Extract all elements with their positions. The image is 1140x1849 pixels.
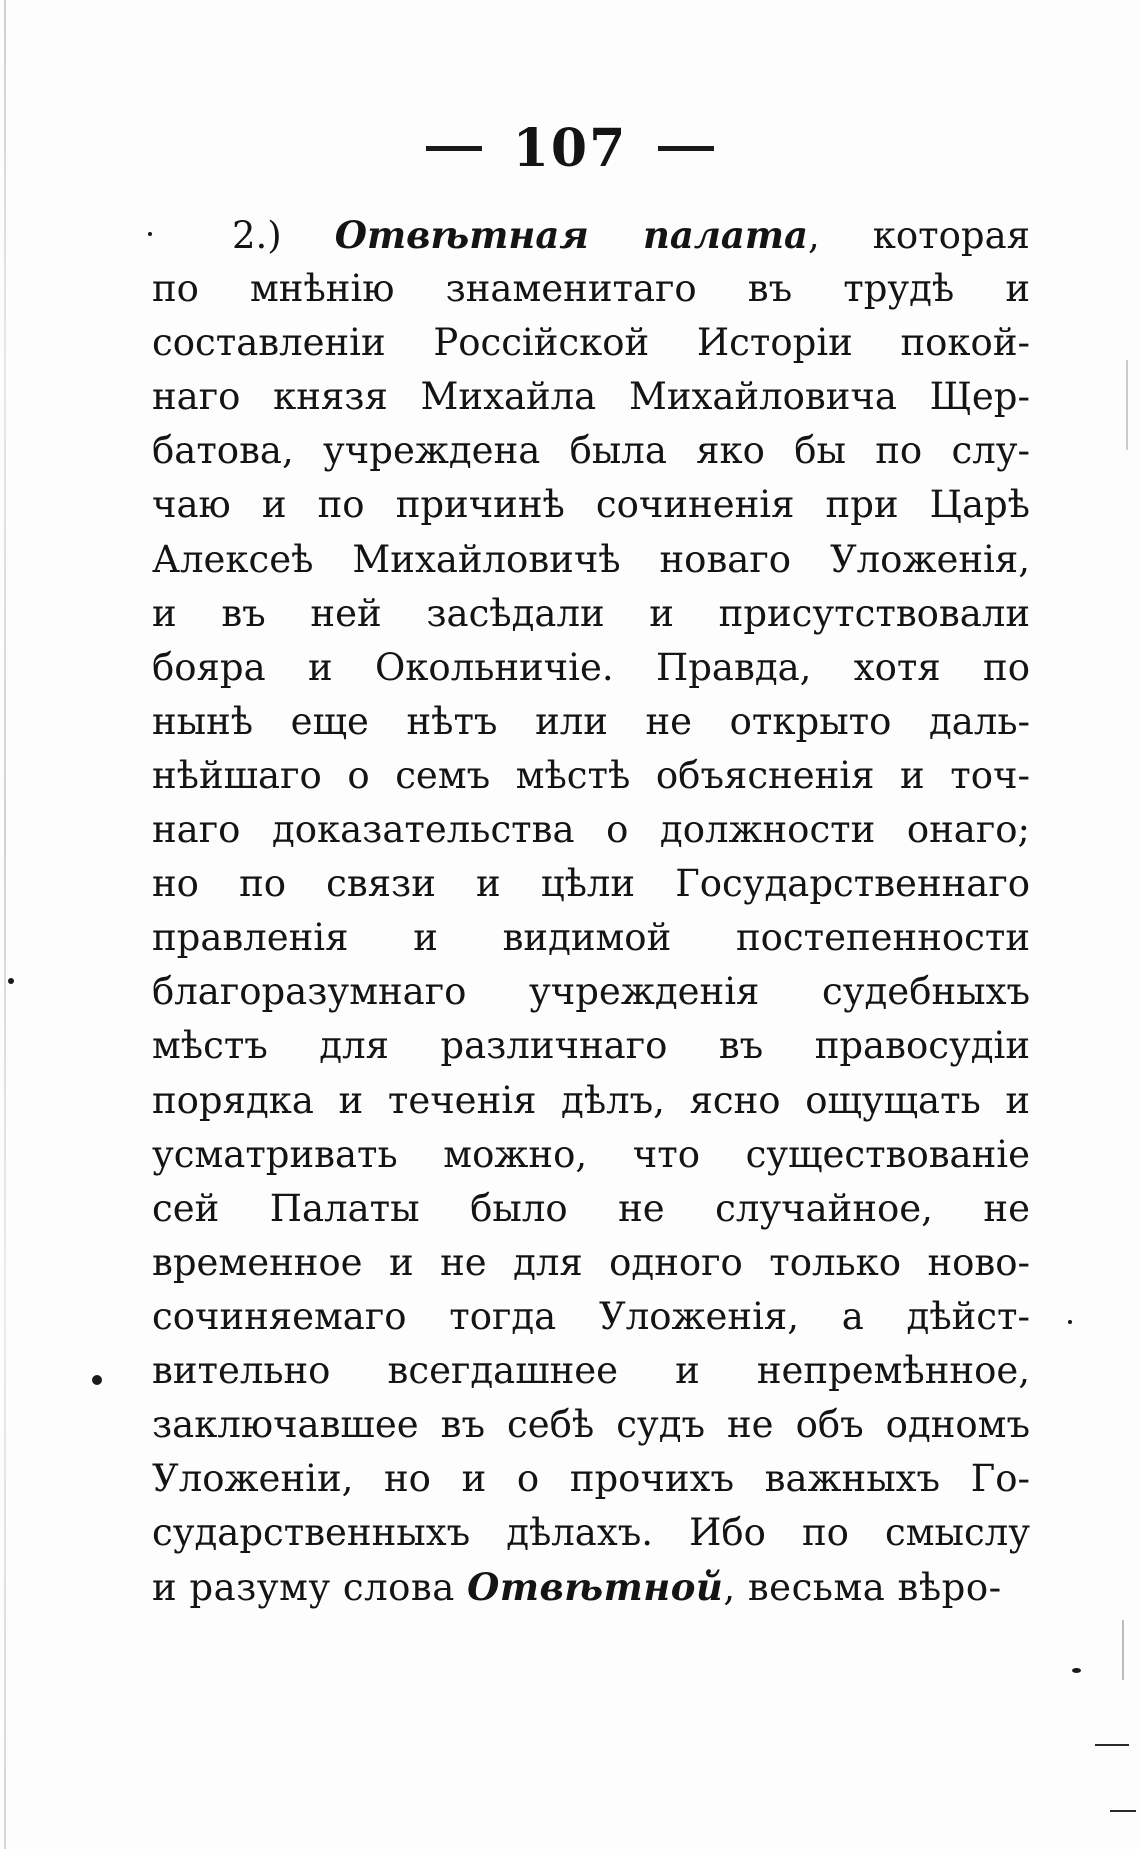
scan-speck [1068, 1320, 1072, 1324]
text-line-17: порядка и теченія дѣлъ, ясно ощущать и [152, 1078, 1030, 1122]
header-dash-left [426, 146, 482, 151]
text-line-10: нынѣ еще нѣтъ или не открыто даль- [152, 699, 1030, 743]
emphasized-term: Отвѣтная палата [334, 213, 808, 257]
text-line-11: нѣйшаго о семъ мѣстѣ объясненія и точ- [152, 753, 1030, 797]
text-line-4: наго князя Михайла Михайловича Щер- [152, 375, 1030, 419]
text-line-8: и въ ней засѣдали и присутствовали [152, 591, 1030, 635]
text-line-22: вительно всегдашнее и непремѣнное, [152, 1348, 1030, 1392]
scan-speck [148, 232, 152, 236]
header-dash-right [658, 146, 714, 151]
text-line-21: сочиняемаго тогда Уложенія, а дѣйст- [152, 1294, 1030, 1338]
text-line-13: но по связи и цѣли Государственнаго [152, 862, 1030, 906]
text-line-5: батова, учреждена была яко бы по слу- [152, 429, 1030, 473]
text-line-19: сей Палаты было не случайное, не [152, 1186, 1030, 1230]
text-line-14: правленія и видимой постепенности [152, 916, 1030, 960]
scan-mark [1095, 1744, 1129, 1746]
scan-mark [1110, 1810, 1136, 1812]
text-line-26: и разуму слова Отвѣтной, весьма вѣро- [152, 1565, 1002, 1610]
text-line-23: заключавшее въ себѣ судъ не объ одномъ [152, 1403, 1030, 1447]
scan-speck [8, 978, 14, 984]
text-line-18: усматривать можно, что существованіе [152, 1132, 1030, 1176]
text-line-3: составленіи Россійской Исторіи покой- [152, 321, 1030, 365]
text-line-6: чаю и по причинѣ сочиненія при Царѣ [152, 483, 1030, 527]
scan-mark [1122, 1620, 1124, 1680]
text-line-25: сударственныхъ дѣлахъ. Ибо по смыслу [152, 1511, 1030, 1555]
text-line-16: мѣстъ для различнаго въ правосудіи [152, 1024, 1030, 1068]
page-number: 107 [512, 118, 628, 179]
text-line-15: благоразумнаго учрежденія судебныхъ [152, 970, 1030, 1014]
text-line-20: временное и не для одного только ново- [152, 1240, 1030, 1284]
page-header [0, 118, 1140, 178]
scan-speck [1072, 1668, 1081, 1673]
text-line-1: 2.) Отвѣтная палата, которая [232, 213, 1030, 257]
text-line-12: наго доказательства о должности онаго; [152, 808, 1030, 852]
binding-edge [4, 0, 6, 1849]
body-text [152, 208, 1030, 1614]
emphasized-term: Отвѣтной [467, 1565, 724, 1610]
text-line-2: по мнѣнію знаменитаго въ трудѣ и [152, 267, 1030, 311]
text-line-7: Алексеѣ Михайловичѣ новаго Уложенія, [152, 537, 1030, 581]
text-line-9: бояра и Окольничіе. Правда, хотя по [152, 645, 1030, 689]
scan-speck [92, 1375, 102, 1385]
scan-mark [1126, 360, 1128, 450]
text-line-24: Уложеніи, но и о прочихъ важныхъ Го- [152, 1457, 1030, 1501]
